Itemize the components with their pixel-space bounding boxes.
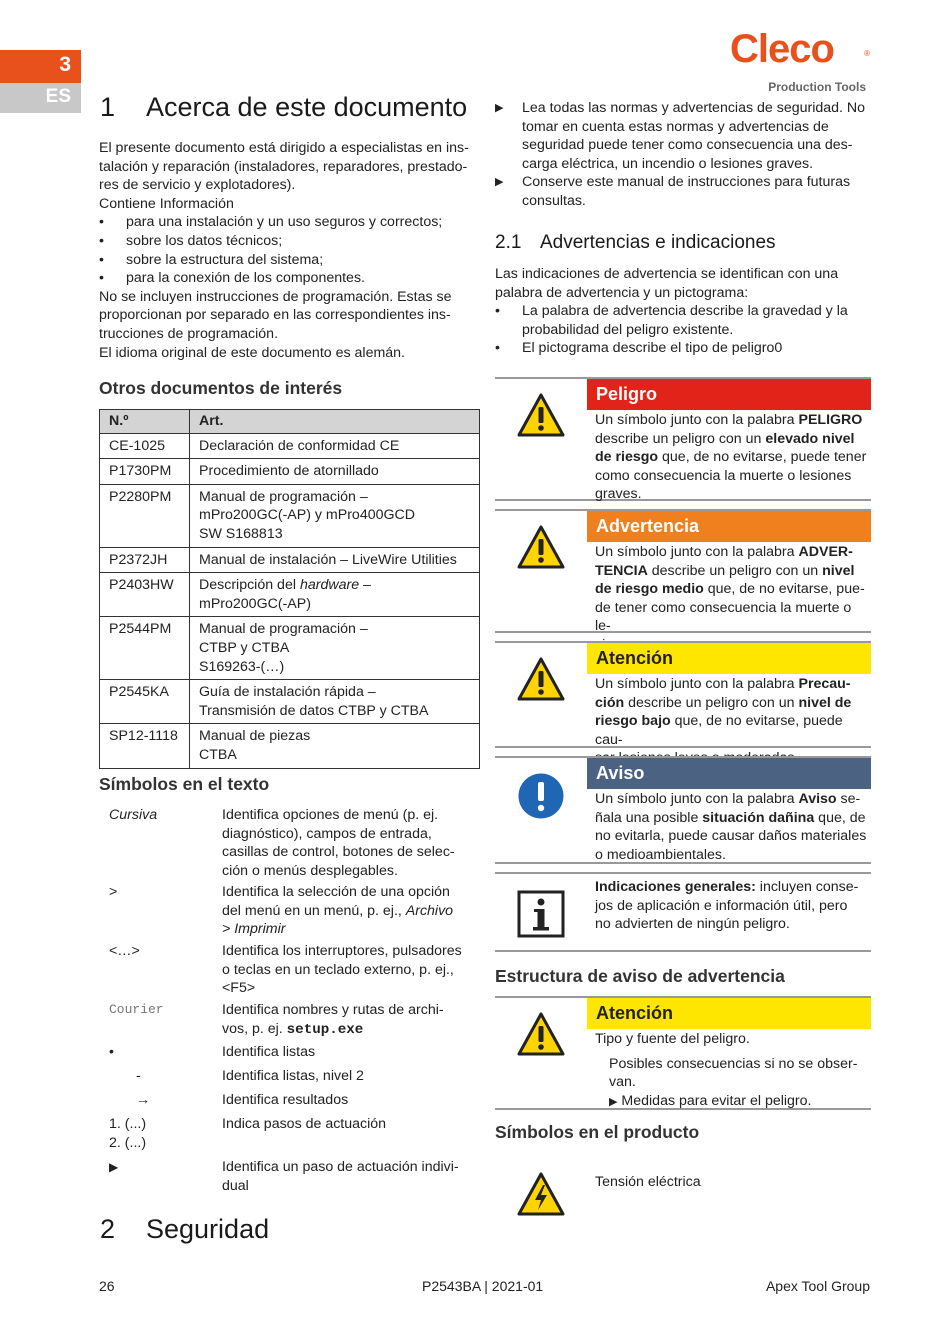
doc-number: CE-1025 (100, 433, 190, 459)
doc-title-line: CTBP y CTBA (199, 639, 290, 656)
section-2-1-body (495, 265, 871, 358)
symbol-description: Indica pasos de actuación (222, 1116, 387, 1132)
doc-title-line: mPro200GC(-AP) (199, 595, 311, 612)
description-line: Identifica un paso de actuación indivi- (222, 1159, 459, 1175)
instruction-line: seguridad puede tener como consecuencia una des- (522, 137, 853, 154)
list-item: • para una instalación y un uso seguros y correctos; (99, 213, 479, 232)
doc-title (190, 724, 480, 768)
doc-title-line: SW S168813 (199, 525, 283, 542)
doc-number: P2544PM (100, 617, 190, 680)
info-box (495, 872, 871, 952)
table-row (100, 617, 480, 680)
doc-title-line: Manual de piezas (199, 728, 311, 745)
symbol-key: <…> (109, 943, 140, 959)
doc-title-line: Guía de instalación rápida – (199, 684, 376, 701)
page-number: 26 (99, 1278, 115, 1294)
description-line: diagnóstico), campos de entrada, (222, 825, 432, 842)
structure-heading: Estructura de aviso de advertencia (495, 966, 785, 986)
instruction-line: tomar en cuenta estas normas y advertencias de (522, 118, 829, 135)
section-1-body (99, 139, 479, 362)
section-1-heading (100, 92, 468, 122)
symbol-key: Courier (109, 1002, 164, 1017)
table-row (100, 680, 480, 724)
step-example: 1. (...) (109, 1116, 147, 1132)
doc-title-line: Manual de programación – (199, 488, 368, 505)
description-line: Identifica nombres y rutas de archi- (222, 1002, 444, 1018)
logo-registered-mark: ® (864, 49, 870, 58)
table-row (100, 484, 480, 547)
intro-line: talación y reparación (instaladores, reparadores, prestado- (99, 158, 468, 175)
doc-number: P2372JH (100, 547, 190, 573)
list-item: • sobre los datos técnicos; (99, 232, 479, 251)
chapter-tab (0, 50, 81, 83)
doc-title-line: Transmisión de datos CTBP y CTBA (199, 702, 429, 719)
structure-example-box (495, 996, 871, 1110)
warning-box-peligro (495, 377, 871, 501)
language-code: ES (45, 86, 71, 107)
instruction-line: carga eléctrica, un incendio o lesiones graves. (522, 155, 814, 172)
instruction-line: ▶ Lea todas las normas y advertencias de seguridad. No (522, 100, 866, 116)
italic-term: Archivo (405, 902, 454, 919)
signal-word-atencion: Atención (587, 643, 871, 674)
structure-text (595, 1030, 869, 1111)
logo-wordmark: Cleco (730, 27, 834, 71)
info-icon (517, 890, 565, 938)
italic-term: > Imprimir (222, 921, 286, 938)
table-row (100, 573, 480, 617)
measures-line (609, 1092, 869, 1112)
doc-number: P2403HW (100, 573, 190, 617)
consequence-line: Posibles consecuencias si no se obser- (609, 1055, 858, 1072)
symbol-description (222, 1158, 472, 1195)
symbol-key: Cursiva (109, 807, 158, 823)
description-line: <F5> (222, 980, 256, 997)
consequence-line: van. (609, 1074, 636, 1091)
list-line: • El pictograma describe el tipo de peligro0 (522, 340, 783, 357)
symbol-description: Identifica listas (222, 1044, 316, 1060)
safety-instruction (495, 99, 871, 173)
column-header-number: N.º (100, 410, 190, 434)
programming-note-line: trucciones de programación. (99, 325, 279, 342)
doc-title-line: Procedimiento de atornillado (199, 463, 379, 480)
symbol-description (222, 806, 472, 880)
doc-title (190, 547, 480, 573)
doc-title-line: Declaración de conformidad CE (199, 437, 400, 454)
contains-label: Contiene Información (99, 195, 234, 212)
description-line: casillas de control, botones de selec- (222, 844, 455, 861)
list-item: • sobre la estructura del sistema; (99, 251, 479, 270)
section-1-title: Acerca de este documento (146, 92, 468, 122)
warning-triangle-icon (517, 393, 565, 437)
doc-title (190, 680, 480, 724)
warning-text-atencion: Un símbolo junto con la palabra Precau- ción describe un peligro con un nivel de riesgo bajo que, de no evitarse, puede cau- (595, 676, 852, 748)
table-header-row (100, 410, 480, 434)
column-header-article: Art. (190, 410, 480, 434)
doc-number: P1730PM (100, 459, 190, 485)
list-line: probabilidad del peligro existente. (522, 321, 734, 338)
symbol-key (109, 1115, 146, 1152)
intro-line: El presente documento está dirigido a especialistas en ins- (99, 140, 469, 156)
symbol-description: Identifica resultados (222, 1092, 349, 1108)
symbols-heading: Símbolos en el texto (99, 774, 270, 794)
step-example: 2. (...) (109, 1134, 147, 1151)
description-line: Identifica la selección de una opción (222, 884, 450, 900)
warning-box-aviso (495, 756, 871, 864)
description-line (222, 920, 472, 939)
warning-box-atencion (495, 641, 871, 748)
warning-box-advertencia (495, 509, 871, 633)
electric-voltage-icon (517, 1172, 565, 1216)
symbol-key: • (109, 1044, 114, 1060)
action-arrow-icon: ▶ (609, 1095, 618, 1108)
doc-title-line: S169263-(…) (199, 658, 285, 675)
signal-word-atencion: Atención (587, 998, 871, 1029)
symbol-key: - (136, 1068, 141, 1084)
product-symbols-heading: Símbolos en el producto (495, 1122, 700, 1142)
description-line: ción o menús desplegables. (222, 862, 398, 879)
symbol-key: > (109, 884, 118, 900)
intro-line: palabra de advertencia y un pictograma: (495, 284, 749, 301)
symbol-description (222, 1001, 472, 1039)
table-row (100, 433, 480, 459)
section-2-1-heading (495, 234, 776, 253)
section-2-1-title: Advertencias e indicaciones (540, 232, 776, 253)
doc-title (190, 459, 480, 485)
symbol-key: ▶ (109, 1160, 119, 1174)
doc-number: SP12-1118 (100, 724, 190, 768)
warning-text-advertencia: Un símbolo junto con la palabra ADVER- TENCIA describe un peligro con un nivel de riesgo medio que, de no evitarse, pue- de tener como consecuencia la muerte o le- (595, 544, 865, 635)
signal-word-advertencia: Advertencia (587, 511, 871, 542)
text-span: – (359, 577, 371, 594)
section-1-number: 1 (100, 92, 116, 122)
measures-text: Medidas para evitar el peligro. (621, 1092, 812, 1109)
warning-text-peligro: Un símbolo junto con la palabra PELIGRO describe un peligro con un elevado nivel de riesgo que, de no evitarse, puede tener como consecuencia la muerte o lesiones graves. (595, 412, 867, 503)
warning-triangle-icon (517, 1012, 565, 1056)
intro-line: res de servicio y explotadores). (99, 177, 296, 194)
instruction-line: ▶ Conserve este manual de instrucciones para futuras (522, 174, 851, 191)
hazard-type: Tipo y fuente del peligro. (595, 1031, 750, 1047)
doc-number: P2545KA (100, 680, 190, 724)
programming-note-line: No se incluyen instrucciones de programación. Estas se (99, 288, 452, 305)
doc-title-line: mPro200GC(-AP) y mPro400GCD (199, 507, 416, 524)
list-item: • para la conexión de los componentes. (99, 269, 479, 288)
consequences (595, 1055, 869, 1112)
doc-title (190, 484, 480, 547)
list-line: • La palabra de advertencia describe la gravedad y la (522, 303, 848, 320)
symbol-description: Identifica listas, nivel 2 (222, 1068, 364, 1084)
symbol-key: → (136, 1092, 151, 1108)
company-name: Apex Tool Group (765, 1278, 870, 1294)
italic-term: hardware (299, 577, 360, 594)
section-2-1-number: 2.1 (495, 232, 522, 253)
table-row (100, 547, 480, 573)
docs-table (99, 409, 480, 769)
instruction-line: consultas. (522, 192, 586, 209)
doc-title-line (199, 576, 470, 595)
filename-example: setup.exe (286, 1021, 364, 1038)
safety-instruction (495, 173, 871, 210)
logo-subtitle: Production Tools (768, 80, 866, 94)
description-line: Identifica los interruptores, pulsadores (222, 943, 462, 959)
table-row (100, 459, 480, 485)
document-id: P2543BA | 2021-01 (422, 1278, 544, 1294)
original-language-note: El idioma original de este documento es alemán. (99, 344, 405, 361)
text-span: vos, p. ej. (222, 1020, 287, 1037)
warning-explanation-list (495, 302, 871, 358)
doc-title-line: Manual de instalación – LiveWire Utilities (199, 551, 457, 568)
intro-line: Las indicaciones de advertencia se identifican con una (495, 266, 839, 282)
doc-title-line: CTBA (199, 746, 237, 763)
description-line: dual (222, 1177, 249, 1194)
warning-triangle-icon (517, 657, 565, 701)
table-row (100, 724, 480, 768)
doc-title (190, 617, 480, 680)
warning-triangle-icon (517, 525, 565, 569)
chapter-number: 3 (59, 53, 71, 76)
section-2-heading (100, 1214, 270, 1244)
symbol-description (222, 942, 472, 998)
info-text: Indicaciones generales: incluyen conse- jos de aplicación e información útil, pero no advierten de ningún peligro. (595, 879, 859, 933)
doc-title-line: Manual de programación – (199, 621, 368, 638)
description-line (222, 902, 472, 921)
cleco-logo (730, 27, 870, 95)
text-span: del menú en un menú, p. ej., (222, 902, 406, 919)
list-item (495, 302, 871, 339)
text-span: Descripción del (199, 577, 300, 594)
programming-note-line: proporcionan por separado en las correspondientes ins- (99, 307, 451, 324)
signal-word-peligro: Peligro (587, 379, 871, 410)
description-line (222, 1020, 472, 1040)
mandatory-exclamation-icon (517, 772, 565, 820)
symbol-description (222, 883, 472, 939)
section-2-number: 2 (100, 1214, 116, 1244)
warning-text-aviso: Un símbolo junto con la palabra Aviso se- ñala una posible situación dañina que, de no evitarla, puede causar daños materiales o medioambientales. (595, 791, 867, 863)
description-line: o teclas en un teclado externo, p. ej., (222, 961, 454, 978)
description-line: Identifica opciones de menú (p. ej. (222, 807, 439, 823)
signal-word-aviso: Aviso (587, 758, 871, 789)
doc-number: P2280PM (100, 484, 190, 547)
doc-title (190, 573, 480, 617)
contents-list (99, 213, 479, 287)
docs-heading: Otros documentos de interés (99, 378, 343, 398)
safety-instructions-list (495, 99, 871, 211)
doc-title (190, 433, 480, 459)
voltage-label: Tensión eléctrica (595, 1174, 701, 1190)
section-2-title: Seguridad (146, 1214, 270, 1244)
language-tab (0, 83, 81, 113)
list-item (495, 339, 871, 358)
